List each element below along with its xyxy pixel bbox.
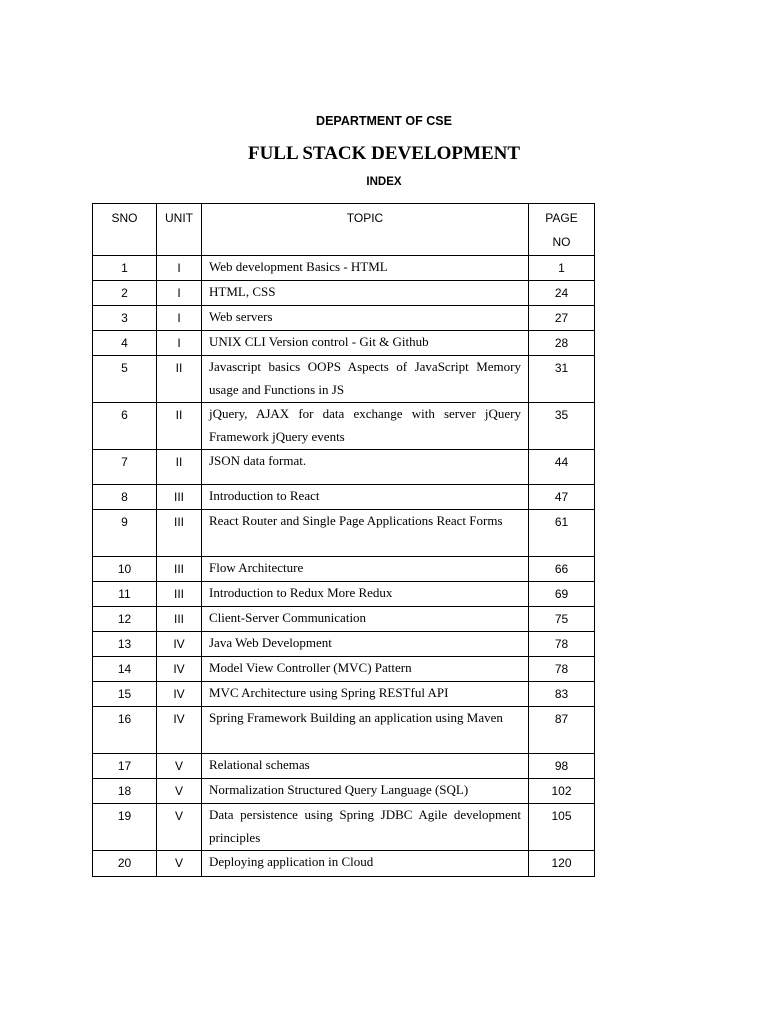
cell-unit: I (157, 331, 202, 356)
cell-topic: Web servers (202, 306, 529, 331)
department-heading: DEPARTMENT OF CSE (316, 114, 452, 128)
table-row (93, 607, 595, 632)
cell-topic: jQuery, AJAX for data exchange with server jQuery Framework jQuery events (202, 403, 529, 450)
cell-sno: 16 (93, 707, 157, 754)
cell-topic: HTML, CSS (202, 281, 529, 306)
cell-sno: 8 (93, 485, 157, 510)
cell-unit: I (157, 256, 202, 281)
header-page-line2: NO (552, 235, 571, 249)
cell-topic: UNIX CLI Version control - Git & Github (202, 331, 529, 356)
cell-sno: 1 (93, 256, 157, 281)
header-topic: TOPIC (202, 204, 529, 256)
cell-page: 35 (529, 403, 595, 450)
cell-sno: 2 (93, 281, 157, 306)
table-row (93, 682, 595, 707)
cell-sno: 6 (93, 403, 157, 450)
table-row (93, 306, 595, 331)
header-sno: SNO (93, 204, 157, 256)
table-row (93, 281, 595, 306)
cell-topic: Deploying application in Cloud (202, 851, 529, 877)
cell-page: 75 (529, 607, 595, 632)
cell-topic: Web development Basics - HTML (202, 256, 529, 281)
cell-topic: Spring Framework Building an application using Maven (202, 707, 529, 754)
cell-unit: II (157, 356, 202, 403)
cell-topic: Javascript basics OOPS Aspects of JavaScript Memory usage and Functions in JS (202, 356, 529, 403)
cell-unit: IV (157, 682, 202, 707)
cell-page: 87 (529, 707, 595, 754)
header-page-no (529, 204, 595, 256)
cell-unit: V (157, 754, 202, 779)
cell-sno: 20 (93, 851, 157, 877)
cell-topic: MVC Architecture using Spring RESTful API (202, 682, 529, 707)
cell-unit: V (157, 804, 202, 851)
table-row (93, 510, 595, 557)
cell-page: 83 (529, 682, 595, 707)
cell-unit: III (157, 557, 202, 582)
cell-unit: IV (157, 707, 202, 754)
cell-page: 98 (529, 754, 595, 779)
cell-page: 66 (529, 557, 595, 582)
table-row (93, 804, 595, 851)
cell-sno: 10 (93, 557, 157, 582)
cell-page: 44 (529, 450, 595, 485)
cell-unit: IV (157, 632, 202, 657)
cell-sno: 18 (93, 779, 157, 804)
cell-topic: Flow Architecture (202, 557, 529, 582)
cell-topic: Normalization Structured Query Language (SQL) (202, 779, 529, 804)
cell-unit: IV (157, 657, 202, 682)
cell-sno: 9 (93, 510, 157, 557)
cell-page: 61 (529, 510, 595, 557)
cell-sno: 3 (93, 306, 157, 331)
table-row (93, 403, 595, 450)
table-row (93, 632, 595, 657)
cell-page: 47 (529, 485, 595, 510)
cell-page: 27 (529, 306, 595, 331)
cell-sno: 19 (93, 804, 157, 851)
cell-sno: 11 (93, 582, 157, 607)
cell-topic: Model View Controller (MVC) Pattern (202, 657, 529, 682)
cell-sno: 5 (93, 356, 157, 403)
table-header-row (93, 204, 595, 256)
cell-sno: 4 (93, 331, 157, 356)
cell-unit: III (157, 607, 202, 632)
cell-unit: III (157, 582, 202, 607)
header-unit: UNIT (157, 204, 202, 256)
index-heading: INDEX (366, 176, 402, 188)
cell-topic: Introduction to Redux More Redux (202, 582, 529, 607)
table-row (93, 485, 595, 510)
cell-unit: II (157, 450, 202, 485)
cell-page: 1 (529, 256, 595, 281)
table-row (93, 331, 595, 356)
cell-unit: II (157, 403, 202, 450)
table-row (93, 557, 595, 582)
cell-unit: I (157, 306, 202, 331)
cell-sno: 15 (93, 682, 157, 707)
cell-sno: 7 (93, 450, 157, 485)
cell-topic: React Router and Single Page Applications React Forms (202, 510, 529, 557)
cell-topic: JSON data format. (202, 450, 529, 485)
cell-page: 105 (529, 804, 595, 851)
cell-unit: I (157, 281, 202, 306)
table-row (93, 707, 595, 754)
document-title: FULL STACK DEVELOPMENT (247, 143, 521, 164)
cell-unit: V (157, 779, 202, 804)
table-row (93, 657, 595, 682)
cell-page: 28 (529, 331, 595, 356)
cell-sno: 14 (93, 657, 157, 682)
table-row (93, 851, 595, 877)
cell-page: 24 (529, 281, 595, 306)
cell-topic: Data persistence using Spring JDBC Agile development principles (202, 804, 529, 851)
table-row (93, 779, 595, 804)
cell-page: 102 (529, 779, 595, 804)
cell-page: 78 (529, 632, 595, 657)
cell-unit: III (157, 510, 202, 557)
cell-sno: 12 (93, 607, 157, 632)
table-row (93, 256, 595, 281)
cell-topic: Relational schemas (202, 754, 529, 779)
header-page-line1: PAGE (545, 211, 578, 225)
table-row (93, 582, 595, 607)
cell-page: 69 (529, 582, 595, 607)
cell-sno: 17 (93, 754, 157, 779)
table-row (93, 450, 595, 485)
cell-page: 31 (529, 356, 595, 403)
table-row (93, 356, 595, 403)
cell-page: 78 (529, 657, 595, 682)
cell-unit: V (157, 851, 202, 877)
cell-topic: Client-Server Communication (202, 607, 529, 632)
cell-unit: III (157, 485, 202, 510)
index-table (92, 203, 595, 877)
cell-sno: 13 (93, 632, 157, 657)
cell-topic: Introduction to React (202, 485, 529, 510)
cell-page: 120 (529, 851, 595, 877)
cell-topic: Java Web Development (202, 632, 529, 657)
table-row (93, 754, 595, 779)
